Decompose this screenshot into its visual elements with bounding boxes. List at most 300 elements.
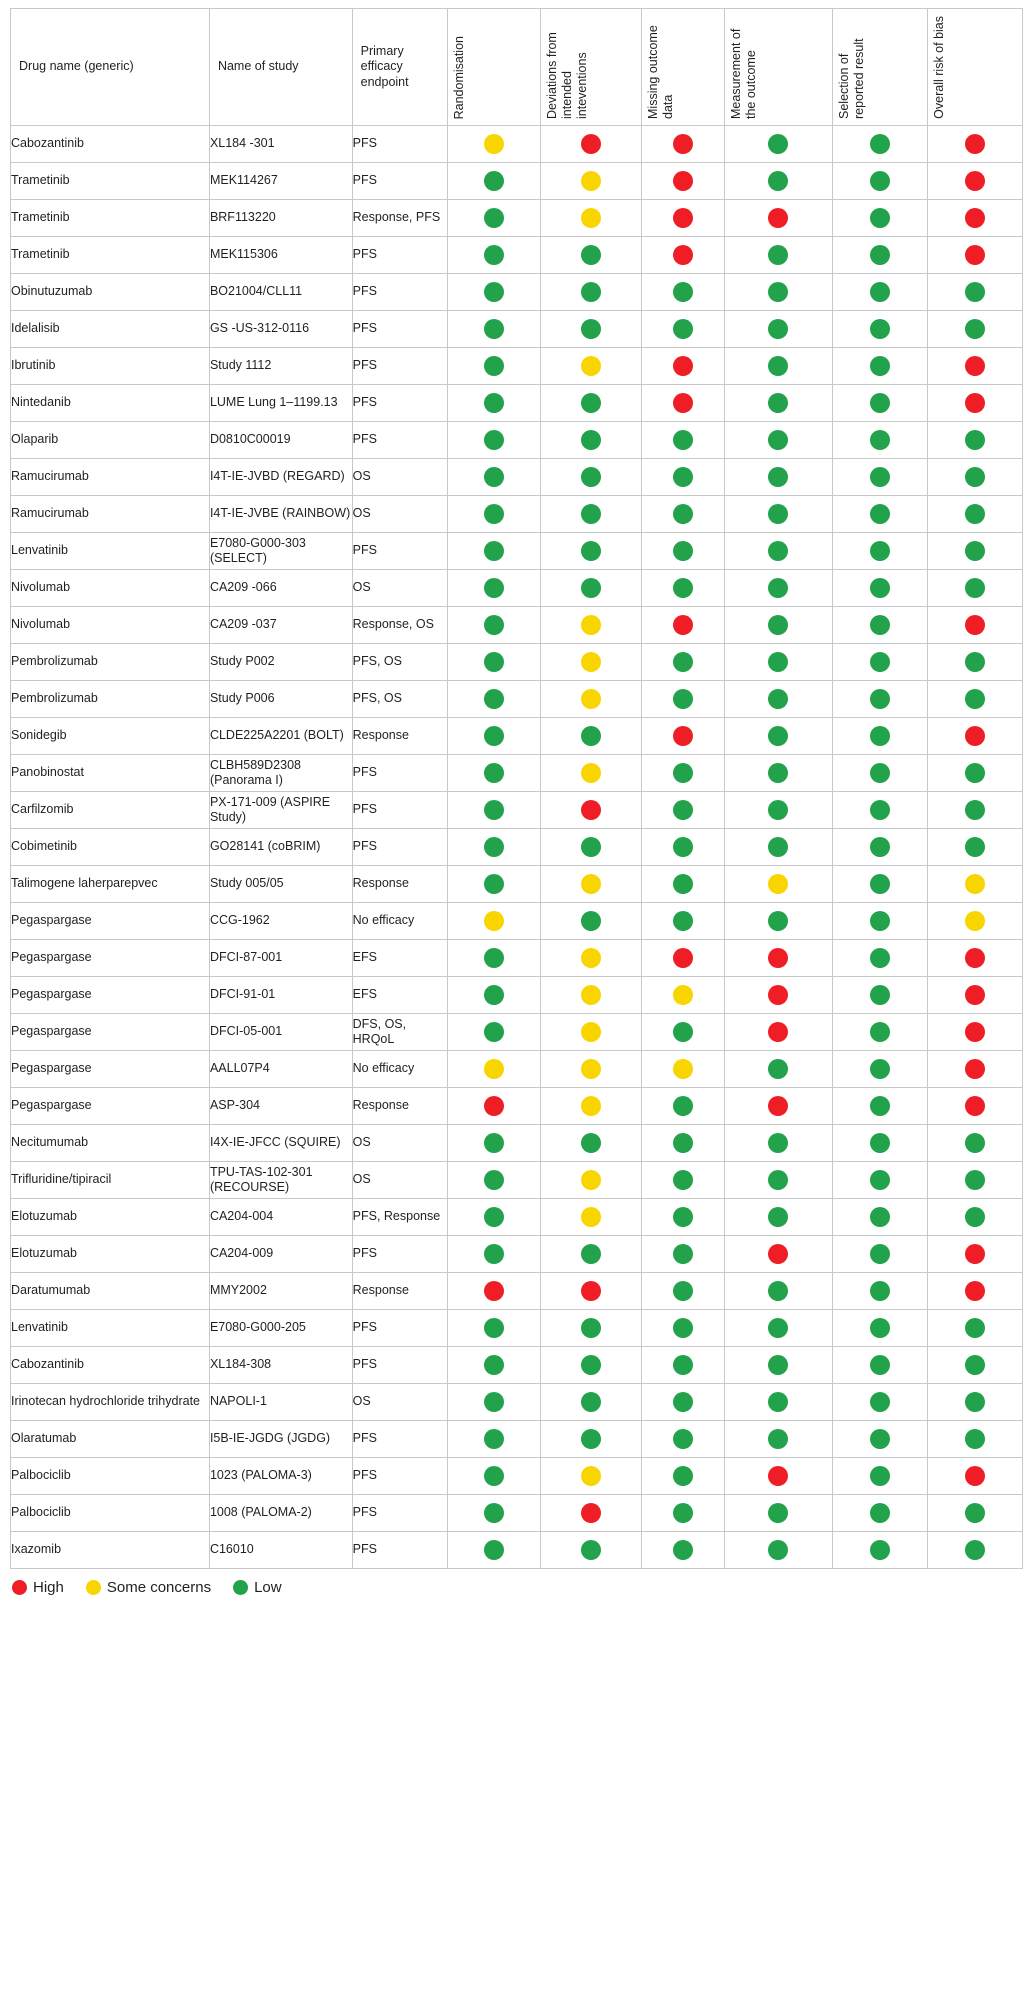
cell-study-name: Study 1112 (209, 348, 352, 385)
cell-overall-risk (927, 1051, 1022, 1088)
risk-dot-low (484, 504, 504, 524)
cell-endpoint: PFS (352, 755, 447, 792)
cell-study-name: Study P002 (209, 644, 352, 681)
cell-overall-risk (927, 1310, 1022, 1347)
cell-deviations (540, 496, 642, 533)
cell-measurement (724, 1495, 832, 1532)
risk-dot-low (768, 171, 788, 191)
cell-randomisation (447, 1532, 540, 1569)
column-header-selection-wrap (833, 7, 927, 119)
column-header-selection-label: Selection of reported result (836, 38, 866, 119)
cell-overall-risk (927, 1273, 1022, 1310)
cell-endpoint: PFS (352, 792, 447, 829)
table-row (11, 1051, 1023, 1088)
risk-dot-low (870, 1318, 890, 1338)
cell-measurement (724, 792, 832, 829)
cell-study-name: CA204-009 (209, 1236, 352, 1273)
cell-drug-name: Carfilzomib (11, 792, 210, 829)
cell-endpoint: Response (352, 718, 447, 755)
risk-dot-low (484, 356, 504, 376)
risk-dot-low (581, 430, 601, 450)
cell-drug-name: Elotuzumab (11, 1236, 210, 1273)
risk-dot-low (870, 689, 890, 709)
cell-measurement (724, 311, 832, 348)
risk-dot-low (484, 282, 504, 302)
cell-randomisation (447, 1236, 540, 1273)
risk-dot-low (870, 1207, 890, 1227)
risk-dot-low (673, 837, 693, 857)
cell-overall-risk (927, 1125, 1022, 1162)
cell-selection (832, 792, 927, 829)
cell-selection (832, 311, 927, 348)
cell-endpoint: OS (352, 1384, 447, 1421)
cell-randomisation (447, 1199, 540, 1236)
cell-drug-name: Irinotecan hydrochloride trihydrate (11, 1384, 210, 1421)
cell-endpoint: PFS (352, 1310, 447, 1347)
cell-missing-outcome-data (642, 940, 724, 977)
risk-dot-high (581, 1503, 601, 1523)
risk-dot-low (965, 837, 985, 857)
risk-dot-low (484, 467, 504, 487)
cell-deviations (540, 200, 642, 237)
risk-dot-high (965, 1096, 985, 1116)
cell-study-name: CA209 -066 (209, 570, 352, 607)
risk-dot-low (965, 1503, 985, 1523)
cell-missing-outcome-data (642, 866, 724, 903)
risk-dot-low (870, 430, 890, 450)
risk-dot-low (965, 1207, 985, 1227)
column-header-study-name-label: Name of study (217, 59, 299, 74)
risk-dot-low (965, 1429, 985, 1449)
cell-missing-outcome-data (642, 1532, 724, 1569)
cell-deviations (540, 311, 642, 348)
cell-endpoint: OS (352, 459, 447, 496)
cell-selection (832, 1125, 927, 1162)
cell-endpoint: PFS (352, 422, 447, 459)
risk-dot-low (965, 1318, 985, 1338)
legend-item-low (233, 1579, 282, 1596)
cell-study-name: MMY2002 (209, 1273, 352, 1310)
table-row (11, 570, 1023, 607)
risk-dot-some (581, 171, 601, 191)
cell-measurement (724, 1421, 832, 1458)
risk-dot-some (581, 208, 601, 228)
risk-dot-low (870, 1244, 890, 1264)
risk-dot-some (673, 985, 693, 1005)
cell-randomisation (447, 237, 540, 274)
column-header-measurement-wrap (725, 7, 832, 119)
legend (10, 1579, 1025, 1596)
cell-randomisation (447, 496, 540, 533)
cell-deviations (540, 1495, 642, 1532)
risk-dot-high (965, 134, 985, 154)
risk-dot-high (965, 393, 985, 413)
risk-dot-low (484, 393, 504, 413)
cell-overall-risk (927, 311, 1022, 348)
cell-endpoint: PFS (352, 348, 447, 385)
cell-randomisation (447, 792, 540, 829)
cell-drug-name: Cabozantinib (11, 126, 210, 163)
cell-randomisation (447, 1051, 540, 1088)
table-row (11, 1310, 1023, 1347)
risk-dot-low (484, 800, 504, 820)
cell-overall-risk (927, 533, 1022, 570)
cell-study-name: ASP-304 (209, 1088, 352, 1125)
cell-selection (832, 1458, 927, 1495)
legend-dot-high (12, 1580, 27, 1595)
cell-overall-risk (927, 496, 1022, 533)
cell-missing-outcome-data (642, 311, 724, 348)
risk-dot-low (484, 985, 504, 1005)
column-header-overall-risk-wrap (928, 7, 1022, 119)
cell-study-name: PX-171-009 (ASPIRE Study) (209, 792, 352, 829)
cell-selection (832, 385, 927, 422)
risk-dot-low (673, 652, 693, 672)
risk-dot-some (965, 874, 985, 894)
cell-randomisation (447, 977, 540, 1014)
cell-selection (832, 1347, 927, 1384)
risk-dot-low (581, 1540, 601, 1560)
cell-deviations (540, 1532, 642, 1569)
cell-missing-outcome-data (642, 1236, 724, 1273)
cell-deviations (540, 718, 642, 755)
cell-missing-outcome-data (642, 644, 724, 681)
risk-dot-low (768, 689, 788, 709)
table-row (11, 533, 1023, 570)
risk-dot-high (768, 1096, 788, 1116)
cell-study-name: MEK114267 (209, 163, 352, 200)
cell-overall-risk (927, 607, 1022, 644)
risk-dot-high (965, 985, 985, 1005)
risk-dot-low (673, 1170, 693, 1190)
cell-selection (832, 1236, 927, 1273)
cell-endpoint: PFS (352, 385, 447, 422)
table-row (11, 977, 1023, 1014)
table-row (11, 348, 1023, 385)
cell-measurement (724, 607, 832, 644)
risk-dot-low (484, 1207, 504, 1227)
risk-dot-high (965, 1466, 985, 1486)
cell-selection (832, 1014, 927, 1051)
cell-missing-outcome-data (642, 1384, 724, 1421)
risk-dot-low (965, 1392, 985, 1412)
cell-endpoint: OS (352, 496, 447, 533)
cell-selection (832, 1051, 927, 1088)
cell-study-name: AALL07P4 (209, 1051, 352, 1088)
risk-dot-low (768, 1318, 788, 1338)
table-row (11, 1199, 1023, 1236)
column-header-measurement-label: Measurement of the outcome (728, 28, 758, 119)
legend-dot-some (86, 1580, 101, 1595)
table-body (11, 126, 1023, 1569)
cell-endpoint: Response (352, 1273, 447, 1310)
cell-study-name: BO21004/CLL11 (209, 274, 352, 311)
cell-drug-name: Lenvatinib (11, 1310, 210, 1347)
risk-dot-low (768, 356, 788, 376)
cell-missing-outcome-data (642, 163, 724, 200)
cell-randomisation (447, 1014, 540, 1051)
cell-endpoint: PFS (352, 126, 447, 163)
cell-measurement (724, 274, 832, 311)
cell-missing-outcome-data (642, 274, 724, 311)
cell-endpoint: Response (352, 866, 447, 903)
cell-drug-name: Trametinib (11, 163, 210, 200)
cell-overall-risk (927, 1495, 1022, 1532)
risk-dot-low (484, 1429, 504, 1449)
risk-dot-low (768, 1207, 788, 1227)
cell-study-name: CLDE225A2201 (BOLT) (209, 718, 352, 755)
risk-dot-some (581, 874, 601, 894)
risk-dot-low (673, 1022, 693, 1042)
cell-endpoint: PFS (352, 237, 447, 274)
cell-deviations (540, 459, 642, 496)
cell-measurement (724, 1532, 832, 1569)
risk-dot-high (581, 800, 601, 820)
cell-overall-risk (927, 681, 1022, 718)
risk-dot-low (673, 911, 693, 931)
cell-missing-outcome-data (642, 977, 724, 1014)
cell-endpoint: PFS (352, 829, 447, 866)
column-header-endpoint (352, 9, 447, 126)
risk-dot-low (870, 911, 890, 931)
cell-randomisation (447, 829, 540, 866)
risk-dot-low (965, 1133, 985, 1153)
cell-drug-name: Panobinostat (11, 755, 210, 792)
risk-dot-some (581, 1170, 601, 1190)
cell-selection (832, 163, 927, 200)
risk-dot-low (768, 726, 788, 746)
risk-dot-high (768, 1466, 788, 1486)
cell-endpoint: PFS, OS (352, 644, 447, 681)
cell-randomisation (447, 755, 540, 792)
cell-deviations (540, 903, 642, 940)
risk-dot-low (870, 245, 890, 265)
cell-deviations (540, 1421, 642, 1458)
cell-selection (832, 1199, 927, 1236)
cell-deviations (540, 1347, 642, 1384)
risk-dot-low (484, 1022, 504, 1042)
risk-dot-low (673, 874, 693, 894)
risk-dot-low (581, 282, 601, 302)
cell-measurement (724, 903, 832, 940)
risk-dot-low (768, 1355, 788, 1375)
cell-drug-name: Pegaspargase (11, 903, 210, 940)
risk-dot-low (768, 652, 788, 672)
table-row (11, 274, 1023, 311)
risk-dot-high (965, 208, 985, 228)
risk-dot-low (484, 430, 504, 450)
cell-measurement (724, 237, 832, 274)
cell-randomisation (447, 1125, 540, 1162)
cell-randomisation (447, 644, 540, 681)
header-row (11, 9, 1023, 126)
cell-randomisation (447, 1310, 540, 1347)
cell-drug-name: Idelalisib (11, 311, 210, 348)
risk-dot-low (965, 763, 985, 783)
risk-of-bias-table (10, 8, 1023, 1569)
risk-dot-high (768, 208, 788, 228)
risk-dot-some (673, 1059, 693, 1079)
cell-drug-name: Obinutuzumab (11, 274, 210, 311)
cell-drug-name: Ixazomib (11, 1532, 210, 1569)
cell-endpoint: Response (352, 1088, 447, 1125)
risk-dot-low (870, 1429, 890, 1449)
cell-drug-name: Pegaspargase (11, 1014, 210, 1051)
risk-dot-low (484, 171, 504, 191)
risk-dot-low (673, 319, 693, 339)
table-row (11, 792, 1023, 829)
cell-overall-risk (927, 200, 1022, 237)
table-row (11, 1421, 1023, 1458)
risk-dot-low (870, 837, 890, 857)
cell-missing-outcome-data (642, 1088, 724, 1125)
cell-missing-outcome-data (642, 1347, 724, 1384)
risk-dot-low (673, 1281, 693, 1301)
cell-overall-risk (927, 348, 1022, 385)
cell-drug-name: Palbociclib (11, 1495, 210, 1532)
cell-study-name: CA209 -037 (209, 607, 352, 644)
risk-dot-low (484, 1355, 504, 1375)
cell-selection (832, 755, 927, 792)
cell-missing-outcome-data (642, 903, 724, 940)
table-row (11, 126, 1023, 163)
column-header-deviations-wrap (541, 7, 642, 119)
cell-overall-risk (927, 1532, 1022, 1569)
column-header-endpoint-label: Primary efficacy endpoint (360, 43, 409, 89)
cell-randomisation (447, 274, 540, 311)
risk-dot-low (965, 430, 985, 450)
table-row (11, 1125, 1023, 1162)
cell-study-name: Study P006 (209, 681, 352, 718)
cell-endpoint: PFS (352, 533, 447, 570)
cell-overall-risk (927, 903, 1022, 940)
cell-drug-name: Elotuzumab (11, 1199, 210, 1236)
cell-study-name: I4T-IE-JVBD (REGARD) (209, 459, 352, 496)
cell-measurement (724, 1199, 832, 1236)
risk-dot-low (870, 282, 890, 302)
table-row (11, 237, 1023, 274)
cell-overall-risk (927, 1384, 1022, 1421)
risk-dot-low (673, 1392, 693, 1412)
cell-drug-name: Trifluridine/tipiracil (11, 1162, 210, 1199)
risk-dot-high (673, 615, 693, 635)
cell-deviations (540, 792, 642, 829)
risk-dot-some (484, 1059, 504, 1079)
risk-dot-low (484, 1466, 504, 1486)
risk-dot-low (484, 763, 504, 783)
cell-selection (832, 1088, 927, 1125)
risk-dot-low (870, 1466, 890, 1486)
risk-dot-low (484, 726, 504, 746)
cell-drug-name: Nivolumab (11, 607, 210, 644)
risk-dot-low (673, 1429, 693, 1449)
risk-dot-low (581, 1244, 601, 1264)
table-row (11, 385, 1023, 422)
risk-dot-high (768, 985, 788, 1005)
column-header-randomisation (447, 9, 540, 126)
cell-deviations (540, 681, 642, 718)
cell-randomisation (447, 1421, 540, 1458)
risk-dot-low (870, 504, 890, 524)
risk-dot-low (673, 504, 693, 524)
cell-missing-outcome-data (642, 1125, 724, 1162)
cell-selection (832, 1384, 927, 1421)
cell-deviations (540, 348, 642, 385)
cell-deviations (540, 1310, 642, 1347)
table-row (11, 829, 1023, 866)
risk-dot-low (581, 1392, 601, 1412)
risk-dot-some (581, 1207, 601, 1227)
risk-dot-low (965, 1540, 985, 1560)
risk-dot-low (965, 541, 985, 561)
cell-endpoint: PFS (352, 1458, 447, 1495)
cell-deviations (540, 829, 642, 866)
risk-dot-high (965, 356, 985, 376)
risk-dot-some (581, 948, 601, 968)
cell-study-name: DFCI-05-001 (209, 1014, 352, 1051)
risk-dot-high (965, 245, 985, 265)
table-row (11, 681, 1023, 718)
cell-endpoint: PFS (352, 1236, 447, 1273)
risk-dot-low (768, 1281, 788, 1301)
cell-overall-risk (927, 237, 1022, 274)
table-row (11, 1162, 1023, 1199)
cell-selection (832, 200, 927, 237)
cell-deviations (540, 1014, 642, 1051)
legend-dot-low (233, 1580, 248, 1595)
table-row (11, 1273, 1023, 1310)
risk-dot-low (768, 134, 788, 154)
cell-measurement (724, 866, 832, 903)
cell-randomisation (447, 1273, 540, 1310)
risk-dot-low (768, 578, 788, 598)
cell-selection (832, 1421, 927, 1458)
cell-randomisation (447, 1495, 540, 1532)
risk-dot-high (673, 726, 693, 746)
cell-measurement (724, 163, 832, 200)
risk-dot-some (965, 911, 985, 931)
risk-dot-low (870, 1096, 890, 1116)
cell-measurement (724, 1310, 832, 1347)
cell-endpoint: No efficacy (352, 1051, 447, 1088)
column-header-missing-outcome-data-wrap (642, 7, 723, 119)
cell-randomisation (447, 1384, 540, 1421)
cell-drug-name: Ramucirumab (11, 459, 210, 496)
cell-drug-name: Pembrolizumab (11, 681, 210, 718)
risk-dot-low (965, 1170, 985, 1190)
cell-study-name: I4X-IE-JFCC (SQUIRE) (209, 1125, 352, 1162)
risk-dot-high (673, 356, 693, 376)
risk-dot-high (673, 171, 693, 191)
cell-endpoint: PFS (352, 274, 447, 311)
cell-overall-risk (927, 977, 1022, 1014)
cell-measurement (724, 1347, 832, 1384)
cell-endpoint: PFS (352, 1347, 447, 1384)
risk-dot-low (673, 1503, 693, 1523)
risk-dot-low (484, 541, 504, 561)
cell-endpoint: DFS, OS, HRQoL (352, 1014, 447, 1051)
table-row (11, 311, 1023, 348)
cell-deviations (540, 570, 642, 607)
cell-deviations (540, 940, 642, 977)
cell-endpoint: No efficacy (352, 903, 447, 940)
table-row (11, 755, 1023, 792)
cell-study-name: BRF113220 (209, 200, 352, 237)
cell-selection (832, 607, 927, 644)
cell-drug-name: Ibrutinib (11, 348, 210, 385)
cell-study-name: Study 005/05 (209, 866, 352, 903)
risk-dot-low (768, 1133, 788, 1153)
